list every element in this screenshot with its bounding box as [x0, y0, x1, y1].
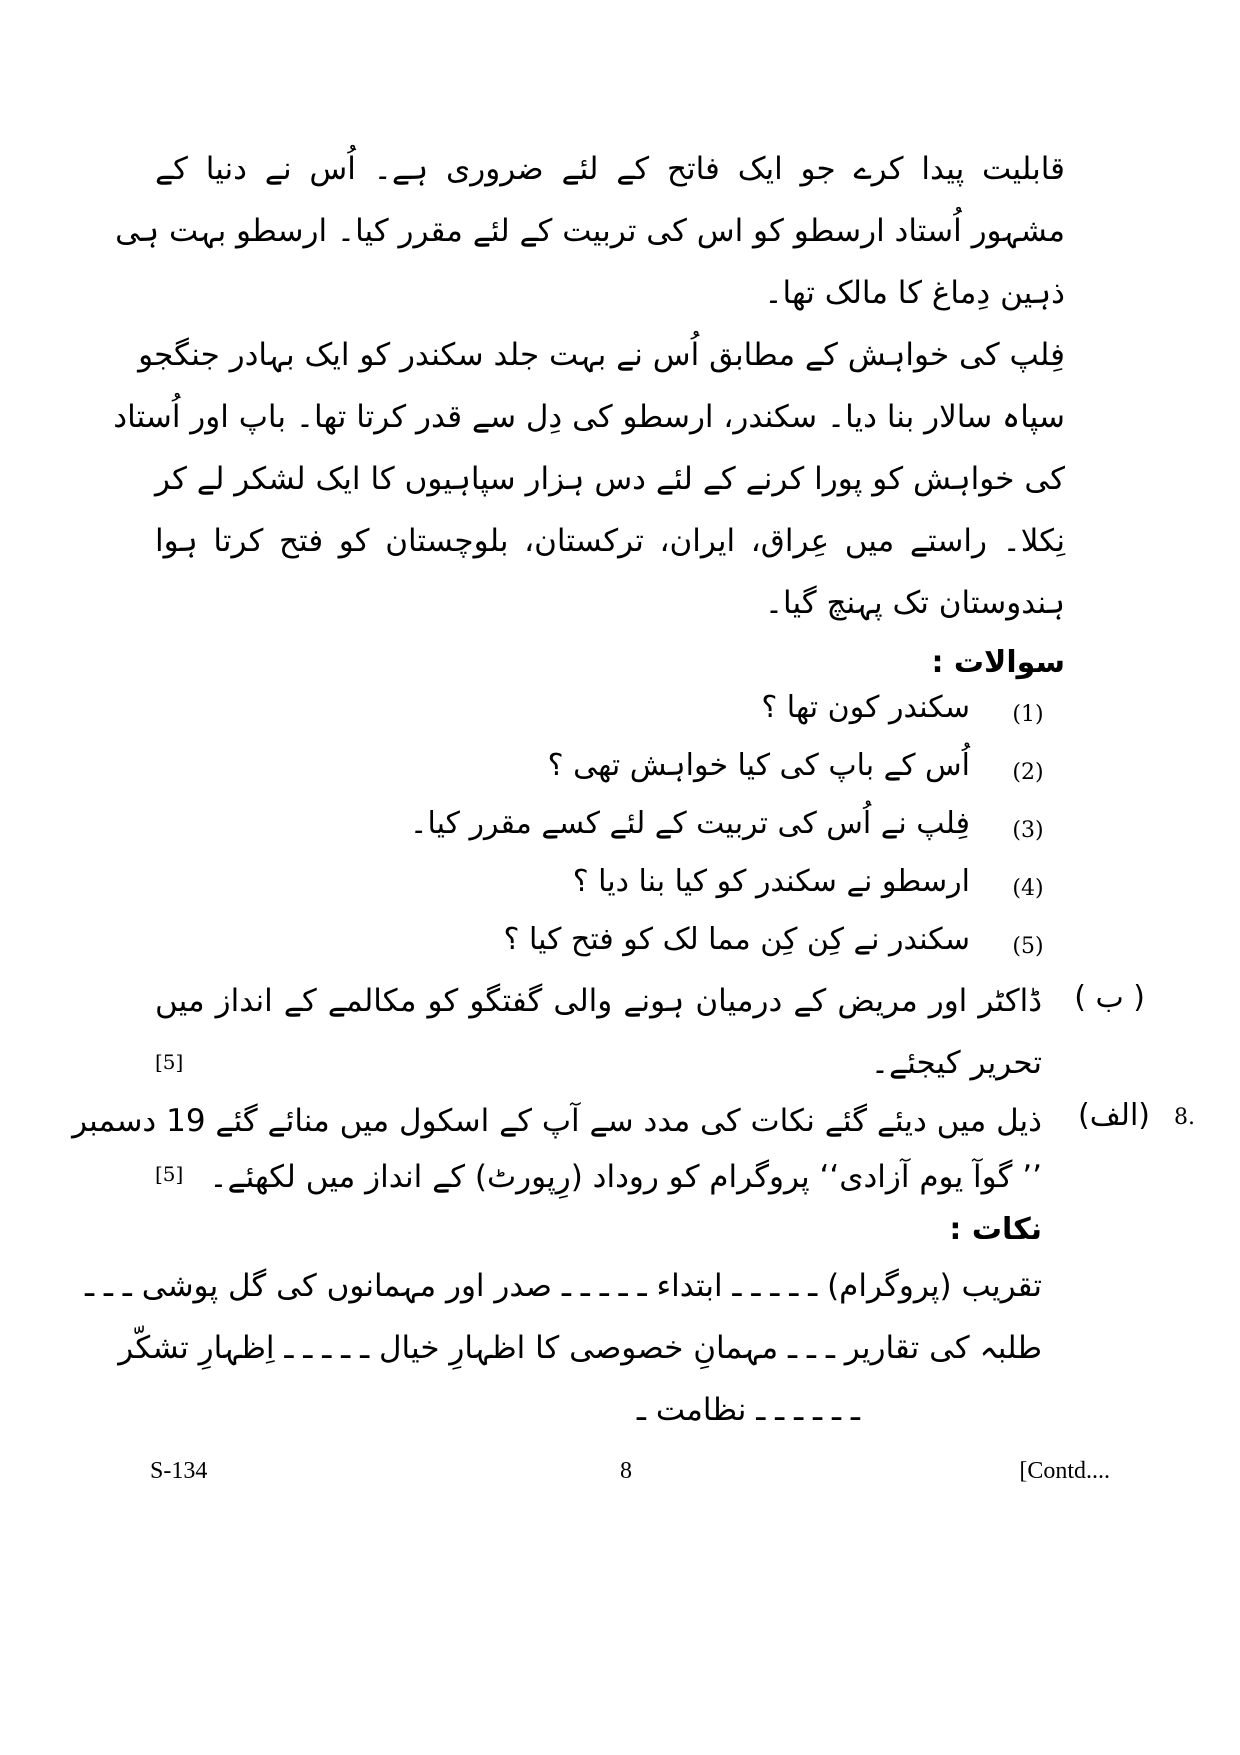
part-b-line: تحریر کیجئے۔: [870, 1045, 1042, 1081]
page-number: 8: [620, 1458, 632, 1484]
question-number: (3): [1012, 818, 1044, 843]
question-text: سکندر نے کِن کِن مما لک کو فتح کیا ؟: [503, 922, 970, 957]
question-text: سکندر کون تھا ؟: [761, 690, 970, 725]
question-number: (2): [1012, 760, 1044, 785]
marks: [5]: [155, 1162, 184, 1186]
passage-line: ذہین دِماغ کا مالک تھا۔: [764, 275, 1065, 311]
passage-line: سپاہ سالار بنا دیا۔ سکندر، ارسطو کی دِل سے قدر کرتا تھا۔ باپ اور اُستاد: [113, 399, 1065, 435]
passage-line: نِکلا۔ راستے میں عِراق، ایران، ترکستان، بلوچستان کو فتح کرتا ہوا: [155, 523, 1065, 559]
question-number: (1): [1012, 702, 1044, 727]
question-number: (5): [1012, 934, 1044, 959]
points-heading: نکات :: [949, 1212, 1042, 1247]
question-number: (4): [1012, 876, 1044, 901]
question-text: ارسطو نے سکندر کو کیا بنا دیا ؟: [572, 864, 970, 899]
footer-contd: [Contd....: [1019, 1458, 1110, 1484]
passage-line: قابلیت پیدا کرے جو ایک فاتح کے لئے ضروری ہے۔ اُس نے دنیا کے: [155, 151, 1065, 187]
point-line: ـ ـ ـ ـ ـ ـ نظامت ـ: [636, 1392, 860, 1428]
marks: [5]: [155, 1050, 184, 1074]
question-8-label: (الف): [1078, 1098, 1150, 1133]
point-line: طلبہ کی تقاریر ـ ـ ـ مہمانِ خصوصی کا اظہارِ خیال ـ ـ ـ ـ ـ اِظہارِ تشکّر: [118, 1330, 1042, 1366]
passage-line: فِلپ کی خواہش کے مطابق اُس نے بہت جلد سکندر کو ایک بہادر جنگجو: [138, 337, 1065, 373]
passage-line: کی خواہش کو پورا کرنے کے لئے دس ہزار سپاہیوں کا ایک لشکر لے کر: [155, 461, 1065, 497]
passage-line: مشہور اُستاد ارسطو کو اس کی تربیت کے لئے مقرر کیا۔ ارسطو بہت ہی: [115, 213, 1065, 249]
point-line: تقریب (پروگرام) ـ ـ ـ ـ ـ ابتداء ـ ـ ـ ـ ـ صدر اور مہمانوں کی گل پوشی ـ ـ ـ: [84, 1268, 1042, 1304]
part-b-line: ڈاکٹر اور مریض کے درمیان ہونے والی گفتگو کو مکالمے کے انداز میں: [155, 983, 1042, 1019]
part-b-label: ( ب ): [1074, 980, 1145, 1015]
question-8-line: ’’ گوآ یوم آزادی‘‘ پروگرام کو روداد (رِپورٹ) کے انداز میں لکھئے۔: [209, 1159, 1042, 1195]
question-8-number: 8.: [1174, 1105, 1195, 1130]
question-text: فِلپ نے اُس کی تربیت کے لئے کسے مقرر کیا۔: [409, 806, 970, 841]
questions-heading: سوالات :: [931, 645, 1065, 680]
question-text: اُس کے باپ کی کیا خواہش تھی ؟: [547, 748, 970, 783]
footer-code: S-134: [150, 1458, 208, 1484]
passage-line: ہندوستان تک پہنچ گیا۔: [764, 585, 1065, 621]
question-8-line: ذیل میں دیئے گئے نکات کی مدد سے آپ کے اسکول میں منائے گئے 19 دسمبر: [72, 1103, 1042, 1139]
